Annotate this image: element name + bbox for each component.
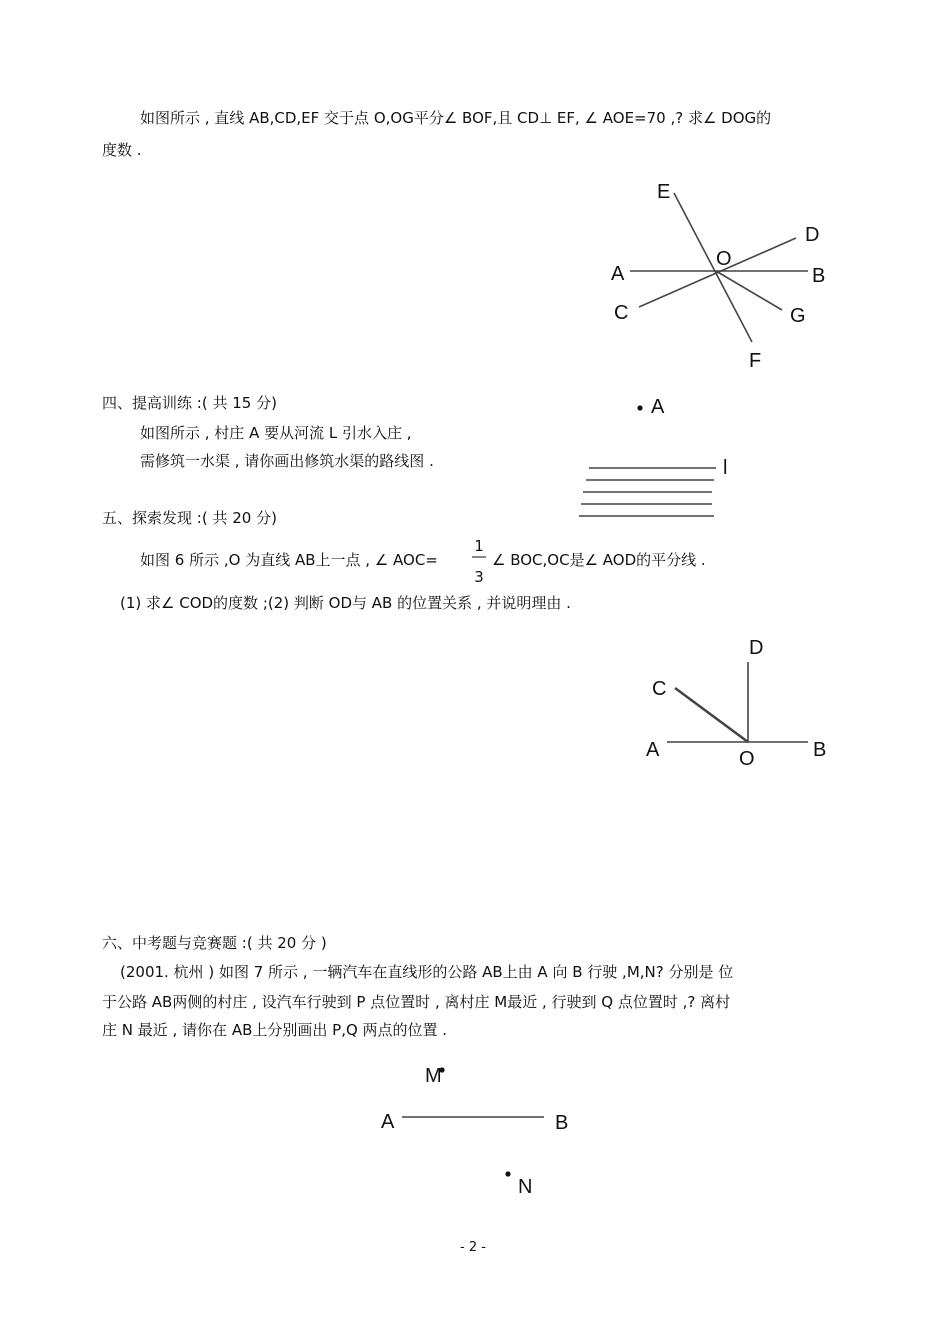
section6-heading: 六、中考题与竞赛题 :( 共 20 分 ) <box>102 934 327 952</box>
fig2-label-a: A <box>651 396 665 418</box>
fig1-label-d: D <box>805 224 820 246</box>
village-n-point <box>505 1171 510 1176</box>
fig3-label-d: D <box>749 637 764 659</box>
fig1-label-o: O <box>716 248 732 270</box>
section6-line1: (2001. 杭州 ) 如图 7 所示 , 一辆汽车在直线形的公路 AB上由 A 向 B 行驶 ,M,N? 分别是 位 <box>120 963 734 981</box>
fig4-label-n: N <box>518 1176 533 1198</box>
fig4-label-a: A <box>381 1111 395 1133</box>
section4-heading: 四、提高训练 :( 共 15 分) <box>102 394 277 412</box>
fig3-label-c: C <box>652 678 667 700</box>
fig2-label-l: l <box>723 457 728 479</box>
fig4-label-b: B <box>555 1112 569 1134</box>
page-number: - 2 - <box>460 1240 486 1255</box>
section5-heading: 五、探索发现 :( 共 20 分) <box>102 509 277 527</box>
section4-line2: 需修筑一水渠 , 请你画出修筑水渠的路线图 . <box>140 452 434 470</box>
fig3-label-a: A <box>646 739 660 761</box>
fig3-label-b: B <box>813 739 827 761</box>
section5-line1-post: ∠ BOC,OC是∠ AOD的平分线 . <box>492 551 706 569</box>
fig4-label-m: M <box>425 1065 442 1087</box>
problem3-line2: 度数 . <box>102 141 142 159</box>
fig1-label-g: G <box>790 305 806 327</box>
fig1-label-a: A <box>611 263 625 285</box>
fraction-numerator: 1 <box>474 537 484 555</box>
fig1-label-b: B <box>812 265 826 287</box>
section5-line2: (1) 求∠ COD的度数 ;(2) 判断 OD与 AB 的位置关系 , 并说明理由 . <box>120 594 571 612</box>
section6-line2: 于公路 AB两侧的村庄 , 设汽车行驶到 P 点位置时 , 离村庄 M最近 , 行驶到 Q 点位置时 ,? 离村 <box>102 993 731 1011</box>
fig1-label-e: E <box>657 181 671 203</box>
section4-line1: 如图所示 , 村庄 A 要从河流 L 引水入庄 , <box>140 424 412 442</box>
fig1-label-c: C <box>614 302 629 324</box>
section5-line1-pre: 如图 6 所示 ,O 为直线 AB上一点 , ∠ AOC= <box>140 551 438 569</box>
fraction-denominator: 3 <box>474 568 484 586</box>
fig1-label-f: F <box>749 350 762 372</box>
problem3-line1: 如图所示 , 直线 AB,CD,EF 交于点 O,OG平分∠ BOF,且 CD⊥ EF, ∠ AOE=70 ,? 求∠ DOG的 <box>140 109 772 127</box>
fig3-label-o: O <box>739 748 755 770</box>
section6-line3: 庄 N 最近 , 请你在 AB上分别画出 P,Q 两点的位置 . <box>102 1021 448 1039</box>
